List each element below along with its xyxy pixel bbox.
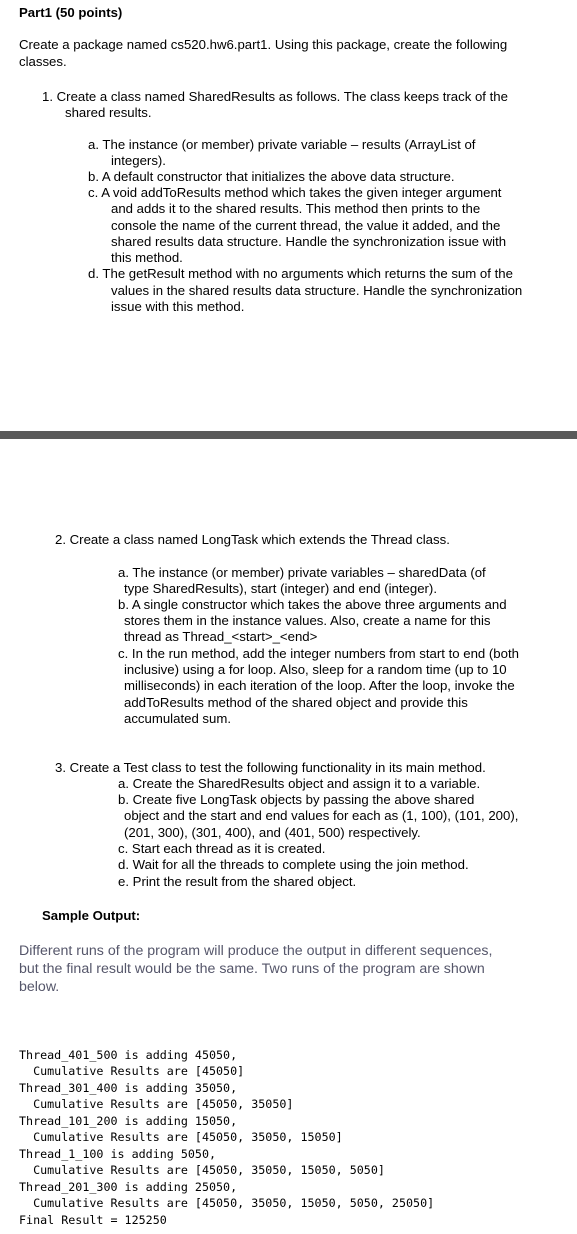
q1-c-2: and adds it to the shared results. This method then prints to the [111, 201, 481, 216]
console-line: Cumulative Results are [45050, 35050] [19, 1097, 294, 1111]
q2-c-3: milliseconds) in each iteration of the loop. After the loop, invoke the [124, 678, 515, 693]
q1-d-3: issue with this method. [111, 299, 245, 314]
console-line: Thread_201_300 is adding 25050, [19, 1180, 238, 1194]
q3-b-2: object and the start and end values for each as (1, 100), (101, 200), [124, 808, 519, 823]
q2-c-5: accumulated sum. [124, 711, 232, 726]
q1-c-1: c. A void addToResults method which takes the given integer argument [88, 185, 502, 200]
q1-d-2: values in the shared results data structure. Handle the synchronization [111, 283, 523, 298]
sample-desc-1: Different runs of the program will produce the output in different sequences, [19, 943, 493, 959]
q1-a-2: integers). [111, 153, 166, 168]
q3-a-1: a. Create the SharedResults object and assign it to a variable. [118, 776, 481, 791]
q3-e-1: e. Print the result from the shared object. [118, 874, 357, 889]
q2-c-2: inclusive) using a for loop. Also, sleep for a random time (up to 10 [124, 662, 507, 677]
q2-b-1: b. A single constructor which takes the above three arguments and [118, 597, 507, 612]
q1-line-2: shared results. [65, 105, 152, 120]
q2-a-2: type SharedResults), start (integer) and end (integer). [124, 581, 437, 596]
q3-b-3: (201, 300), (301, 400), and (401, 500) respectively. [124, 825, 421, 840]
console-line: Thread_301_400 is adding 35050, [19, 1081, 238, 1095]
q2-a-1: a. The instance (or member) private variables – sharedData (of [118, 565, 486, 580]
console-line: Thread_1_100 is adding 5050, [19, 1147, 217, 1161]
console-line: Thread_401_500 is adding 45050, [19, 1048, 238, 1062]
intro-line-2: classes. [19, 54, 67, 69]
q1-c-4: shared results data structure. Handle the synchronization issue with [111, 234, 507, 249]
q1-line-1: 1. Create a class named SharedResults as follows. The class keeps track of the [42, 89, 508, 104]
console-line: Thread_101_200 is adding 15050, [19, 1114, 238, 1128]
sample-output-heading: Sample Output: [42, 908, 141, 923]
q3-b-1: b. Create five LongTask objects by passing the above shared [118, 792, 475, 807]
q2-line: 2. Create a class named LongTask which extends the Thread class. [55, 532, 450, 547]
part-title: Part1 (50 points) [19, 5, 123, 20]
q3-c-1: c. Start each thread as it is created. [118, 841, 326, 856]
q2-c-4: addToResults method of the shared object and provide this [124, 695, 468, 710]
console-line: Cumulative Results are [45050, 35050, 15050, 5050] [19, 1163, 385, 1177]
console-line: Cumulative Results are [45050, 35050, 15050, 5050, 25050] [19, 1196, 435, 1210]
q2-c-1: c. In the run method, add the integer numbers from start to end (both [118, 646, 519, 661]
sample-desc-3: below. [19, 979, 60, 995]
q1-c-5: this method. [111, 250, 183, 265]
q1-a-1: a. The instance (or member) private variable – results (ArrayList of [88, 137, 476, 152]
page-divider [0, 431, 577, 439]
q1-d-1: d. The getResult method with no arguments which returns the sum of the [88, 266, 513, 281]
q1-b-1: b. A default constructor that initializes the above data structure. [88, 169, 455, 184]
console-line: Cumulative Results are [45050, 35050, 15050] [19, 1130, 343, 1144]
q1-c-3: console the name of the current thread, the value it added, and the [111, 218, 501, 233]
console-final-result: Final Result = 125250 [19, 1213, 167, 1227]
sample-desc-2: but the final result would be the same. Two runs of the program are shown [19, 961, 485, 977]
intro-line-1: Create a package named cs520.hw6.part1. Using this package, create the following [19, 37, 508, 52]
q3-d-1: d. Wait for all the threads to complete using the join method. [118, 857, 469, 872]
q2-b-3: thread as Thread_<start>_<end> [124, 629, 318, 644]
q3-line: 3. Create a Test class to test the following functionality in its main method. [55, 760, 486, 775]
q2-b-2: stores them in the instance values. Also, create a name for this [124, 613, 491, 628]
console-line: Cumulative Results are [45050] [19, 1064, 245, 1078]
